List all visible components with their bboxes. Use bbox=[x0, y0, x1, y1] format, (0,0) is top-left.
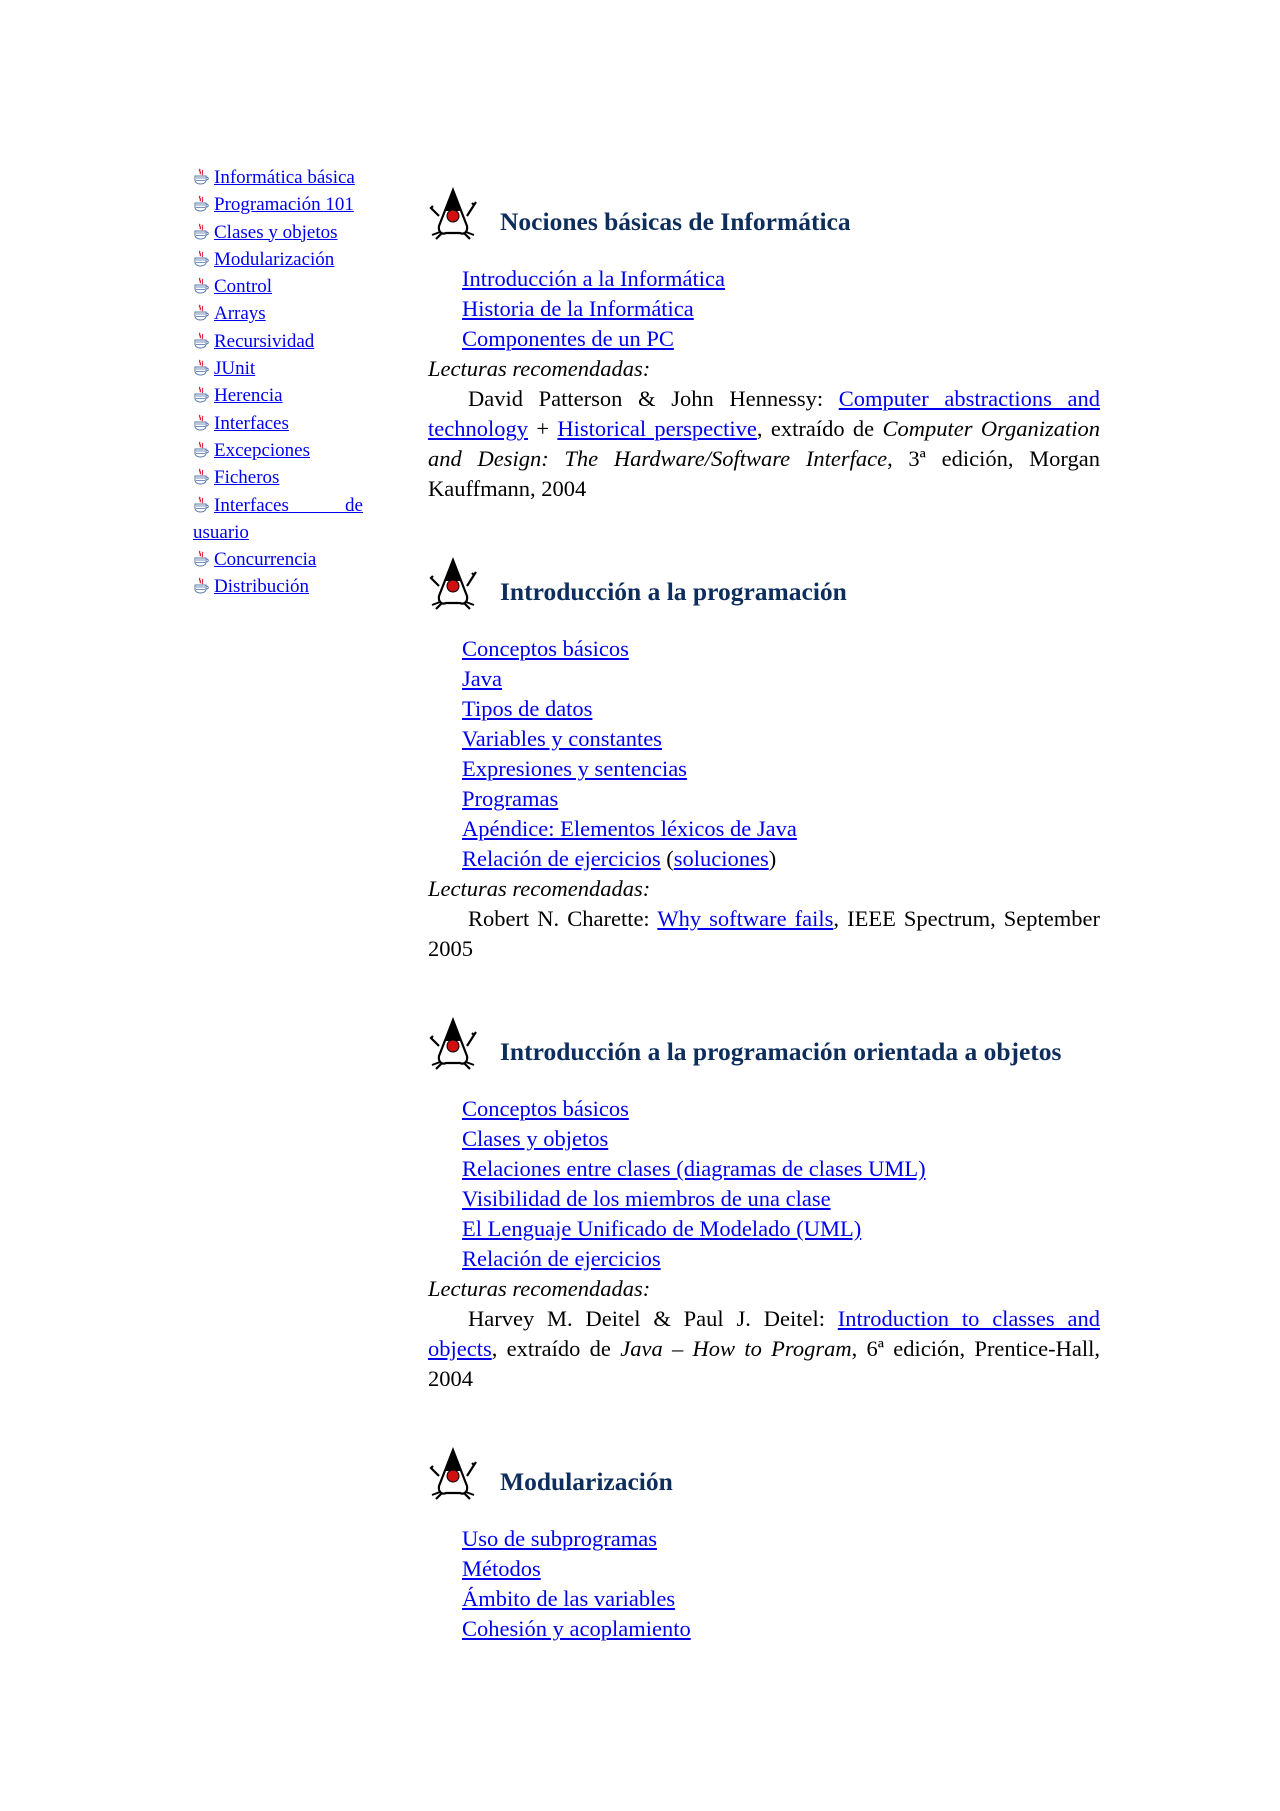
sidebar-item-programacion-101[interactable] bbox=[193, 191, 363, 218]
link-clases-y-objetos[interactable]: Clases y objetos bbox=[462, 1126, 609, 1151]
link-variables-constantes[interactable]: Variables y constantes bbox=[462, 726, 662, 751]
sidebar-item-informatica-basica[interactable] bbox=[193, 164, 363, 191]
section-title-text: Nociones básicas de Informática bbox=[500, 207, 851, 236]
sidebar-item-label: Concurrencia bbox=[214, 549, 317, 571]
link-visibilidad-miembros[interactable]: Visibilidad de los miembros de una clase bbox=[462, 1186, 831, 1211]
java-cup-icon bbox=[193, 386, 209, 403]
sidebar-item-label: Clases y objetos bbox=[214, 221, 338, 243]
sidebar-item-label: Interfaces de usuario bbox=[193, 494, 363, 543]
reading-authors: David Patterson & John Hennessy: bbox=[468, 386, 824, 411]
java-cup-icon bbox=[193, 550, 209, 567]
sidebar-item-label: Programación 101 bbox=[214, 194, 354, 216]
link-uml[interactable]: El Lenguaje Unificado de Modelado (UML) bbox=[462, 1216, 862, 1241]
reading-paragraph bbox=[428, 904, 1100, 964]
sidebar-item-label: JUnit bbox=[214, 358, 256, 380]
sidebar-item-excepciones[interactable] bbox=[193, 437, 363, 464]
section-title-text: Introducción a la programación bbox=[500, 577, 847, 606]
sidebar-nav bbox=[193, 164, 363, 601]
reading-plus: + bbox=[536, 416, 550, 441]
sidebar-item-arrays[interactable] bbox=[193, 300, 363, 327]
sidebar-item-ficheros[interactable] bbox=[193, 464, 363, 491]
section-title bbox=[428, 1446, 1100, 1502]
java-cup-icon bbox=[193, 195, 209, 212]
duke-mascot-icon bbox=[428, 556, 478, 612]
reading-link-why-software-fails[interactable]: Why software fails bbox=[657, 906, 834, 931]
readings-label: Lecturas recomendadas: bbox=[428, 1276, 651, 1301]
section-intro-programacion bbox=[428, 556, 1100, 964]
section-nociones-basicas bbox=[428, 186, 1100, 504]
main-content bbox=[428, 186, 1100, 1662]
link-relacion-ejercicios[interactable]: Relación de ejercicios bbox=[462, 846, 661, 871]
readings-label: Lecturas recomendadas: bbox=[428, 876, 651, 901]
section-header bbox=[428, 556, 1100, 612]
java-cup-icon bbox=[193, 277, 209, 294]
java-cup-icon bbox=[193, 304, 209, 321]
section-header bbox=[428, 1016, 1100, 1072]
link-conceptos-basicos[interactable]: Conceptos básicos bbox=[462, 636, 629, 661]
sidebar-item-label: Recursividad bbox=[214, 330, 315, 352]
sidebar-item-label: Herencia bbox=[214, 385, 283, 407]
reading-authors: Harvey M. Deitel & Paul J. Deitel: bbox=[468, 1306, 825, 1331]
reading-book-title: Computer Organization and Design: The Hardware/Software Interface bbox=[428, 416, 1100, 471]
section-title bbox=[428, 186, 1100, 242]
link-introduccion-informatica[interactable]: Introducción a la Informática bbox=[462, 266, 726, 291]
link-componentes-pc[interactable]: Componentes de un PC bbox=[462, 326, 674, 351]
sidebar-item-label: Distribución bbox=[214, 576, 309, 598]
section-modularizacion bbox=[428, 1446, 1100, 1644]
duke-mascot-icon bbox=[428, 1446, 478, 1502]
section-title-text: Modularización bbox=[500, 1467, 673, 1496]
reading-edition: , 6ª edición, Prentice-Hall, 2004 bbox=[428, 1336, 1101, 1391]
java-cup-icon bbox=[193, 468, 209, 485]
duke-mascot-icon bbox=[428, 186, 478, 242]
link-ambito-variables[interactable]: Ámbito de las variables bbox=[462, 1586, 676, 1611]
java-cup-icon bbox=[193, 359, 209, 376]
reading-link-historical-perspective[interactable]: Historical perspective bbox=[557, 416, 757, 441]
reading-rest: , IEEE Spectrum, September 2005 bbox=[428, 906, 1100, 961]
sidebar-item-control[interactable] bbox=[193, 273, 363, 300]
java-cup-icon bbox=[193, 168, 209, 185]
sidebar-item-clases-y-objetos[interactable] bbox=[193, 219, 363, 246]
sidebar-item-label: Control bbox=[214, 276, 273, 298]
sidebar-item-interfaces[interactable] bbox=[193, 410, 363, 437]
sidebar-item-label: Modularización bbox=[214, 248, 335, 270]
sidebar-item-label: Excepciones bbox=[214, 439, 311, 461]
sidebar-item-label: Arrays bbox=[214, 303, 266, 325]
section-header bbox=[428, 186, 1100, 242]
sidebar-item-label: Interfaces bbox=[214, 412, 289, 434]
sidebar-item-concurrencia[interactable] bbox=[193, 546, 363, 573]
link-conceptos-basicos[interactable]: Conceptos básicos bbox=[462, 1096, 629, 1121]
section-title bbox=[428, 556, 1100, 612]
sidebar-item-herencia[interactable] bbox=[193, 382, 363, 409]
java-cup-icon bbox=[193, 332, 209, 349]
section-title-text: Introducción a la programación orientada a objetos bbox=[500, 1037, 1062, 1066]
java-cup-icon bbox=[193, 414, 209, 431]
java-cup-icon bbox=[193, 496, 209, 513]
reading-paragraph bbox=[428, 384, 1100, 504]
link-list: Conceptos básicos Java Tipos de datos Variables y constantes Expresiones y sentencias Programas Apéndice: Elementos léxicos de Java Relación de ejercicios (soluciones) bbox=[462, 636, 797, 871]
section-title bbox=[428, 1016, 1100, 1072]
link-tipos-de-datos[interactable]: Tipos de datos bbox=[462, 696, 593, 721]
link-metodos[interactable]: Métodos bbox=[462, 1556, 541, 1581]
reading-book-title: Java – How to Program bbox=[620, 1336, 852, 1361]
link-java[interactable]: Java bbox=[462, 666, 502, 691]
duke-mascot-icon bbox=[428, 1016, 478, 1072]
sidebar-item-junit[interactable] bbox=[193, 355, 363, 382]
sidebar-item-recursividad[interactable] bbox=[193, 328, 363, 355]
sidebar-item-modularizacion[interactable] bbox=[193, 246, 363, 273]
link-apendice-elementos-lexicos[interactable]: Apéndice: Elementos léxicos de Java bbox=[462, 816, 797, 841]
reading-link-intro-classes-objects[interactable]: Introduction to classes and objects bbox=[428, 1306, 1100, 1361]
reading-paragraph bbox=[428, 1304, 1100, 1394]
link-list bbox=[428, 1524, 1100, 1644]
section-header bbox=[428, 1446, 1100, 1502]
section-intro-poo bbox=[428, 1016, 1100, 1394]
reading-authors: Robert N. Charette: bbox=[468, 906, 650, 931]
sidebar-item-label: Informática básica bbox=[214, 167, 355, 188]
reading-extracted: , extraído de bbox=[491, 1336, 611, 1361]
link-soluciones[interactable]: soluciones bbox=[673, 846, 769, 871]
link-programas[interactable]: Programas bbox=[462, 786, 559, 811]
reading-link-computer-abstractions[interactable]: Computer abstractions and technology bbox=[428, 386, 1101, 441]
link-uso-subprogramas[interactable]: Uso de subprogramas bbox=[462, 1526, 657, 1551]
readings-label: Lecturas recomendadas: bbox=[428, 356, 651, 381]
reading-edition: , 3ª edición, Morgan Kauffmann, 2004 bbox=[428, 446, 1100, 501]
link-historia-informatica[interactable]: Historia de la Informática bbox=[462, 296, 694, 321]
link-relaciones-entre-clases[interactable]: Relaciones entre clases (diagramas de clases UML) bbox=[462, 1156, 926, 1181]
java-cup-icon bbox=[193, 441, 209, 458]
link-relacion-ejercicios[interactable]: Relación de ejercicios bbox=[462, 1246, 661, 1271]
java-cup-icon bbox=[193, 223, 209, 240]
link-list bbox=[428, 264, 1100, 354]
link-expresiones-sentencias[interactable]: Expresiones y sentencias bbox=[462, 756, 687, 781]
java-cup-icon bbox=[193, 577, 209, 594]
reading-extracted: , extraído de bbox=[756, 416, 875, 441]
java-cup-icon bbox=[193, 250, 209, 267]
sidebar-item-distribucion[interactable] bbox=[193, 573, 363, 600]
sidebar-item-label: Ficheros bbox=[214, 467, 280, 489]
link-list bbox=[428, 1094, 1100, 1274]
link-cohesion-acoplamiento[interactable]: Cohesión y acoplamiento bbox=[462, 1616, 691, 1641]
sidebar-item-interfaces-de-usuario[interactable] bbox=[193, 492, 363, 547]
